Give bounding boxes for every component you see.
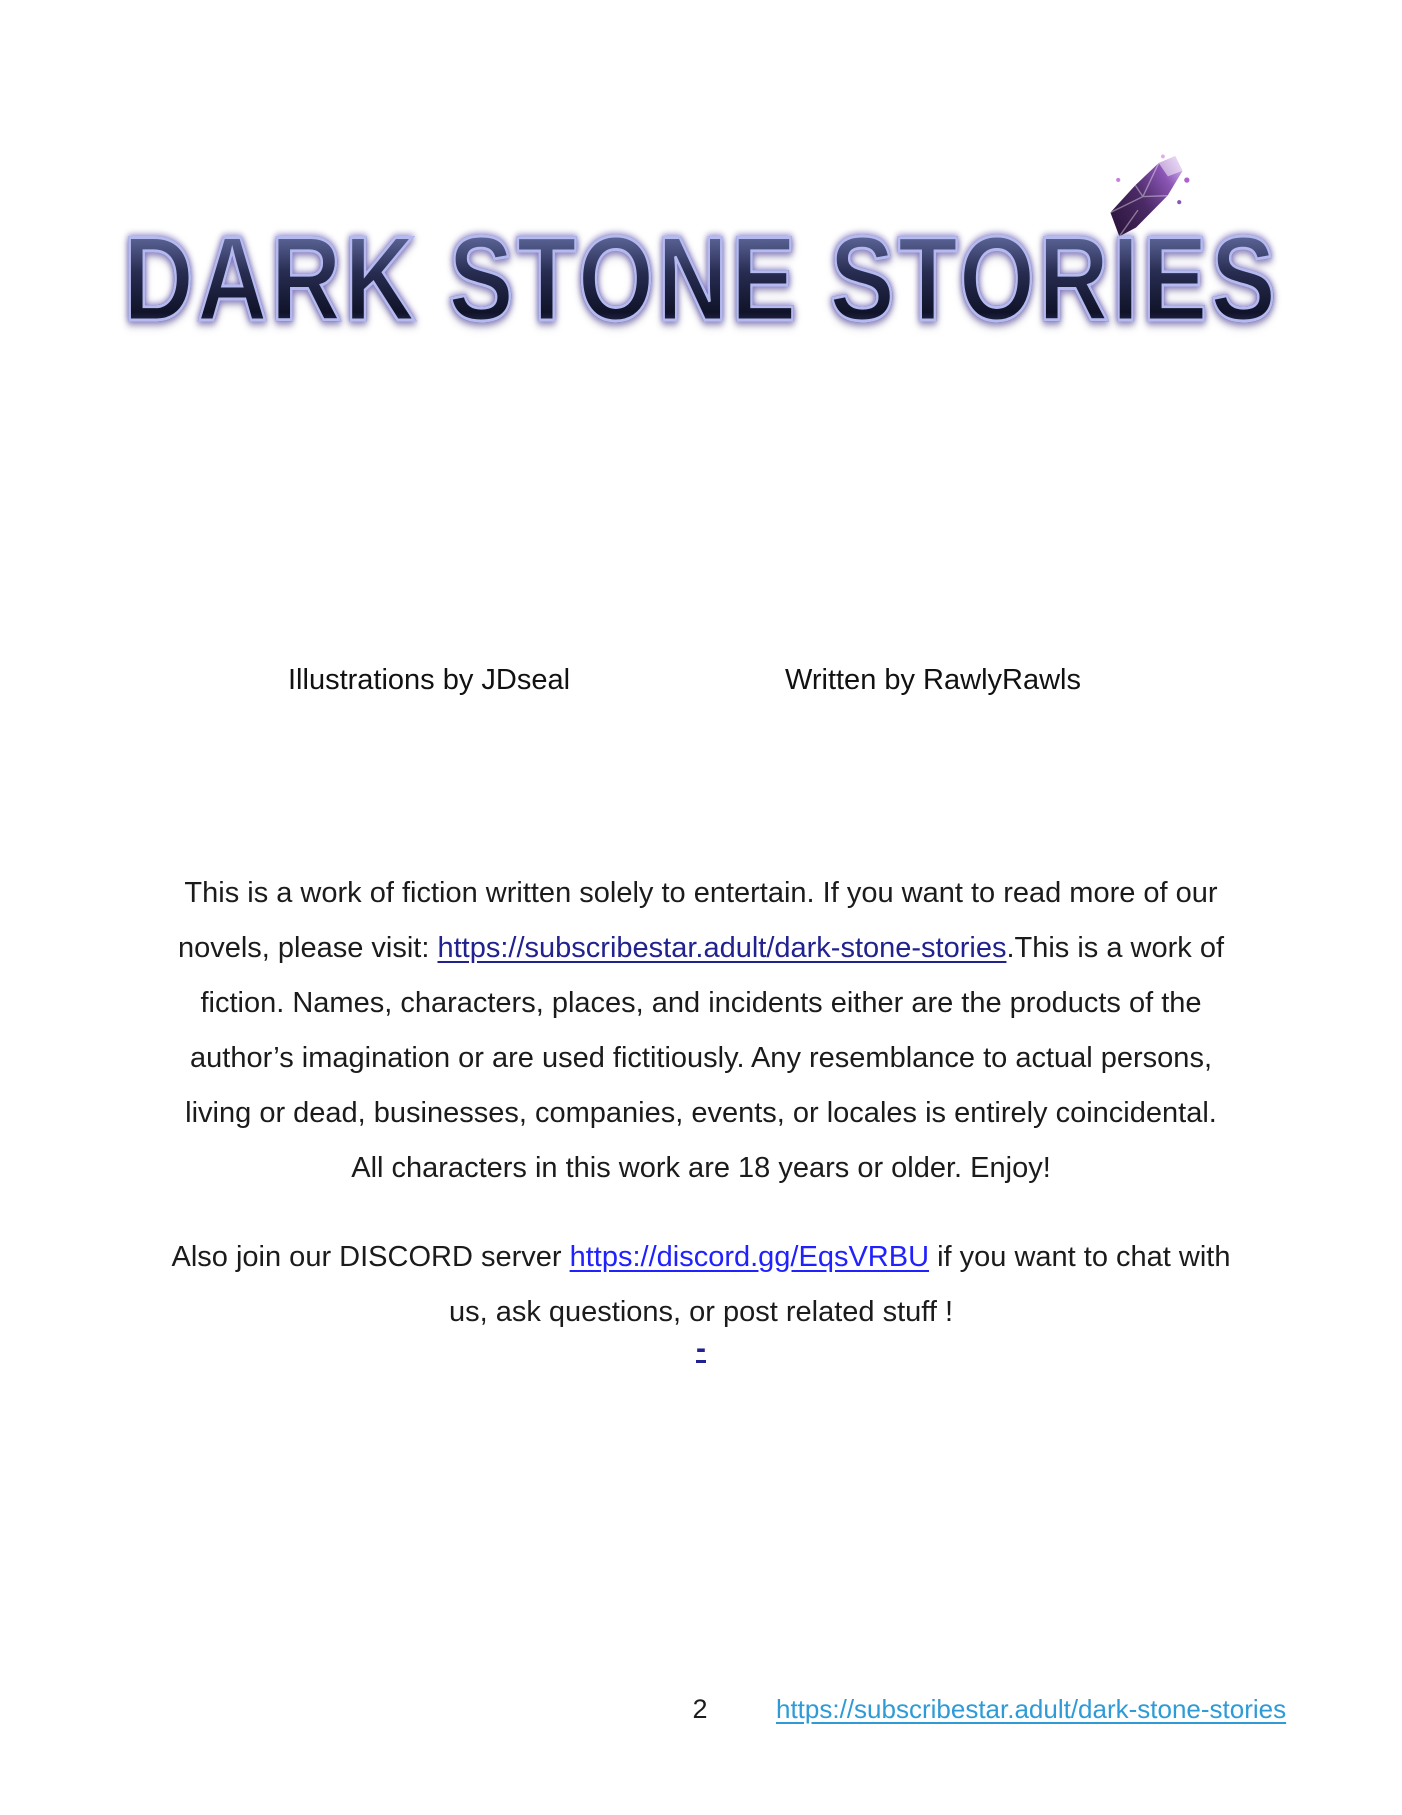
text-segment: us, ask questions, or post related stuff ! (448, 1296, 954, 1328)
footer-subscribestar-link[interactable]: https://subscribestar.adult/dark-stone-stories (776, 1694, 1287, 1724)
paragraph-line (85, 1141, 1317, 1196)
logo-darkstone-stories: DARK STONE STORIES (123, 210, 1279, 348)
page-number: 2 (692, 1694, 708, 1724)
paragraph-line (85, 866, 1317, 921)
text-segment: fiction. Names, characters, places, and incidents either are the products of the (200, 987, 1202, 1019)
purple-crystal-icon (1101, 142, 1195, 254)
byline-illustrator: Illustrations by JDseal (288, 664, 571, 696)
text-segment: Also join our DISCORD server (171, 1241, 570, 1273)
separator-line (0, 1332, 1402, 1366)
paragraph-line (85, 1086, 1317, 1141)
logo-band (0, 211, 1402, 346)
text-segment: author’s imagination or are used fictitiously. Any resemblance to actual persons, (190, 1042, 1212, 1074)
text-segment: .This is a work of (1006, 932, 1225, 964)
paragraph-line (85, 921, 1317, 976)
byline-writer: Written by RawlyRawls (785, 664, 1081, 696)
text-segment: This is a work of fiction written solely to entertain. If you want to read more of our (184, 877, 1218, 909)
paragraph-line (85, 1031, 1317, 1086)
discord-paragraph (85, 1230, 1317, 1340)
separator-dash: - (696, 1332, 706, 1365)
text-segment: novels, please visit: (177, 932, 438, 964)
discord-link[interactable]: https://discord.gg/EqsVRBU (569, 1241, 930, 1273)
disclaimer-paragraph (85, 866, 1317, 1196)
paragraph-line (85, 976, 1317, 1031)
text-segment: living or dead, businesses, companies, events, or locales is entirely coincidental. (185, 1097, 1217, 1129)
subscribestar-link[interactable]: https://subscribestar.adult/dark-stone-stories (437, 932, 1007, 964)
text-segment: All characters in this work are 18 years or older. Enjoy! (351, 1152, 1051, 1184)
text-segment: if you want to chat with (929, 1241, 1231, 1273)
paragraph-line (85, 1230, 1317, 1285)
